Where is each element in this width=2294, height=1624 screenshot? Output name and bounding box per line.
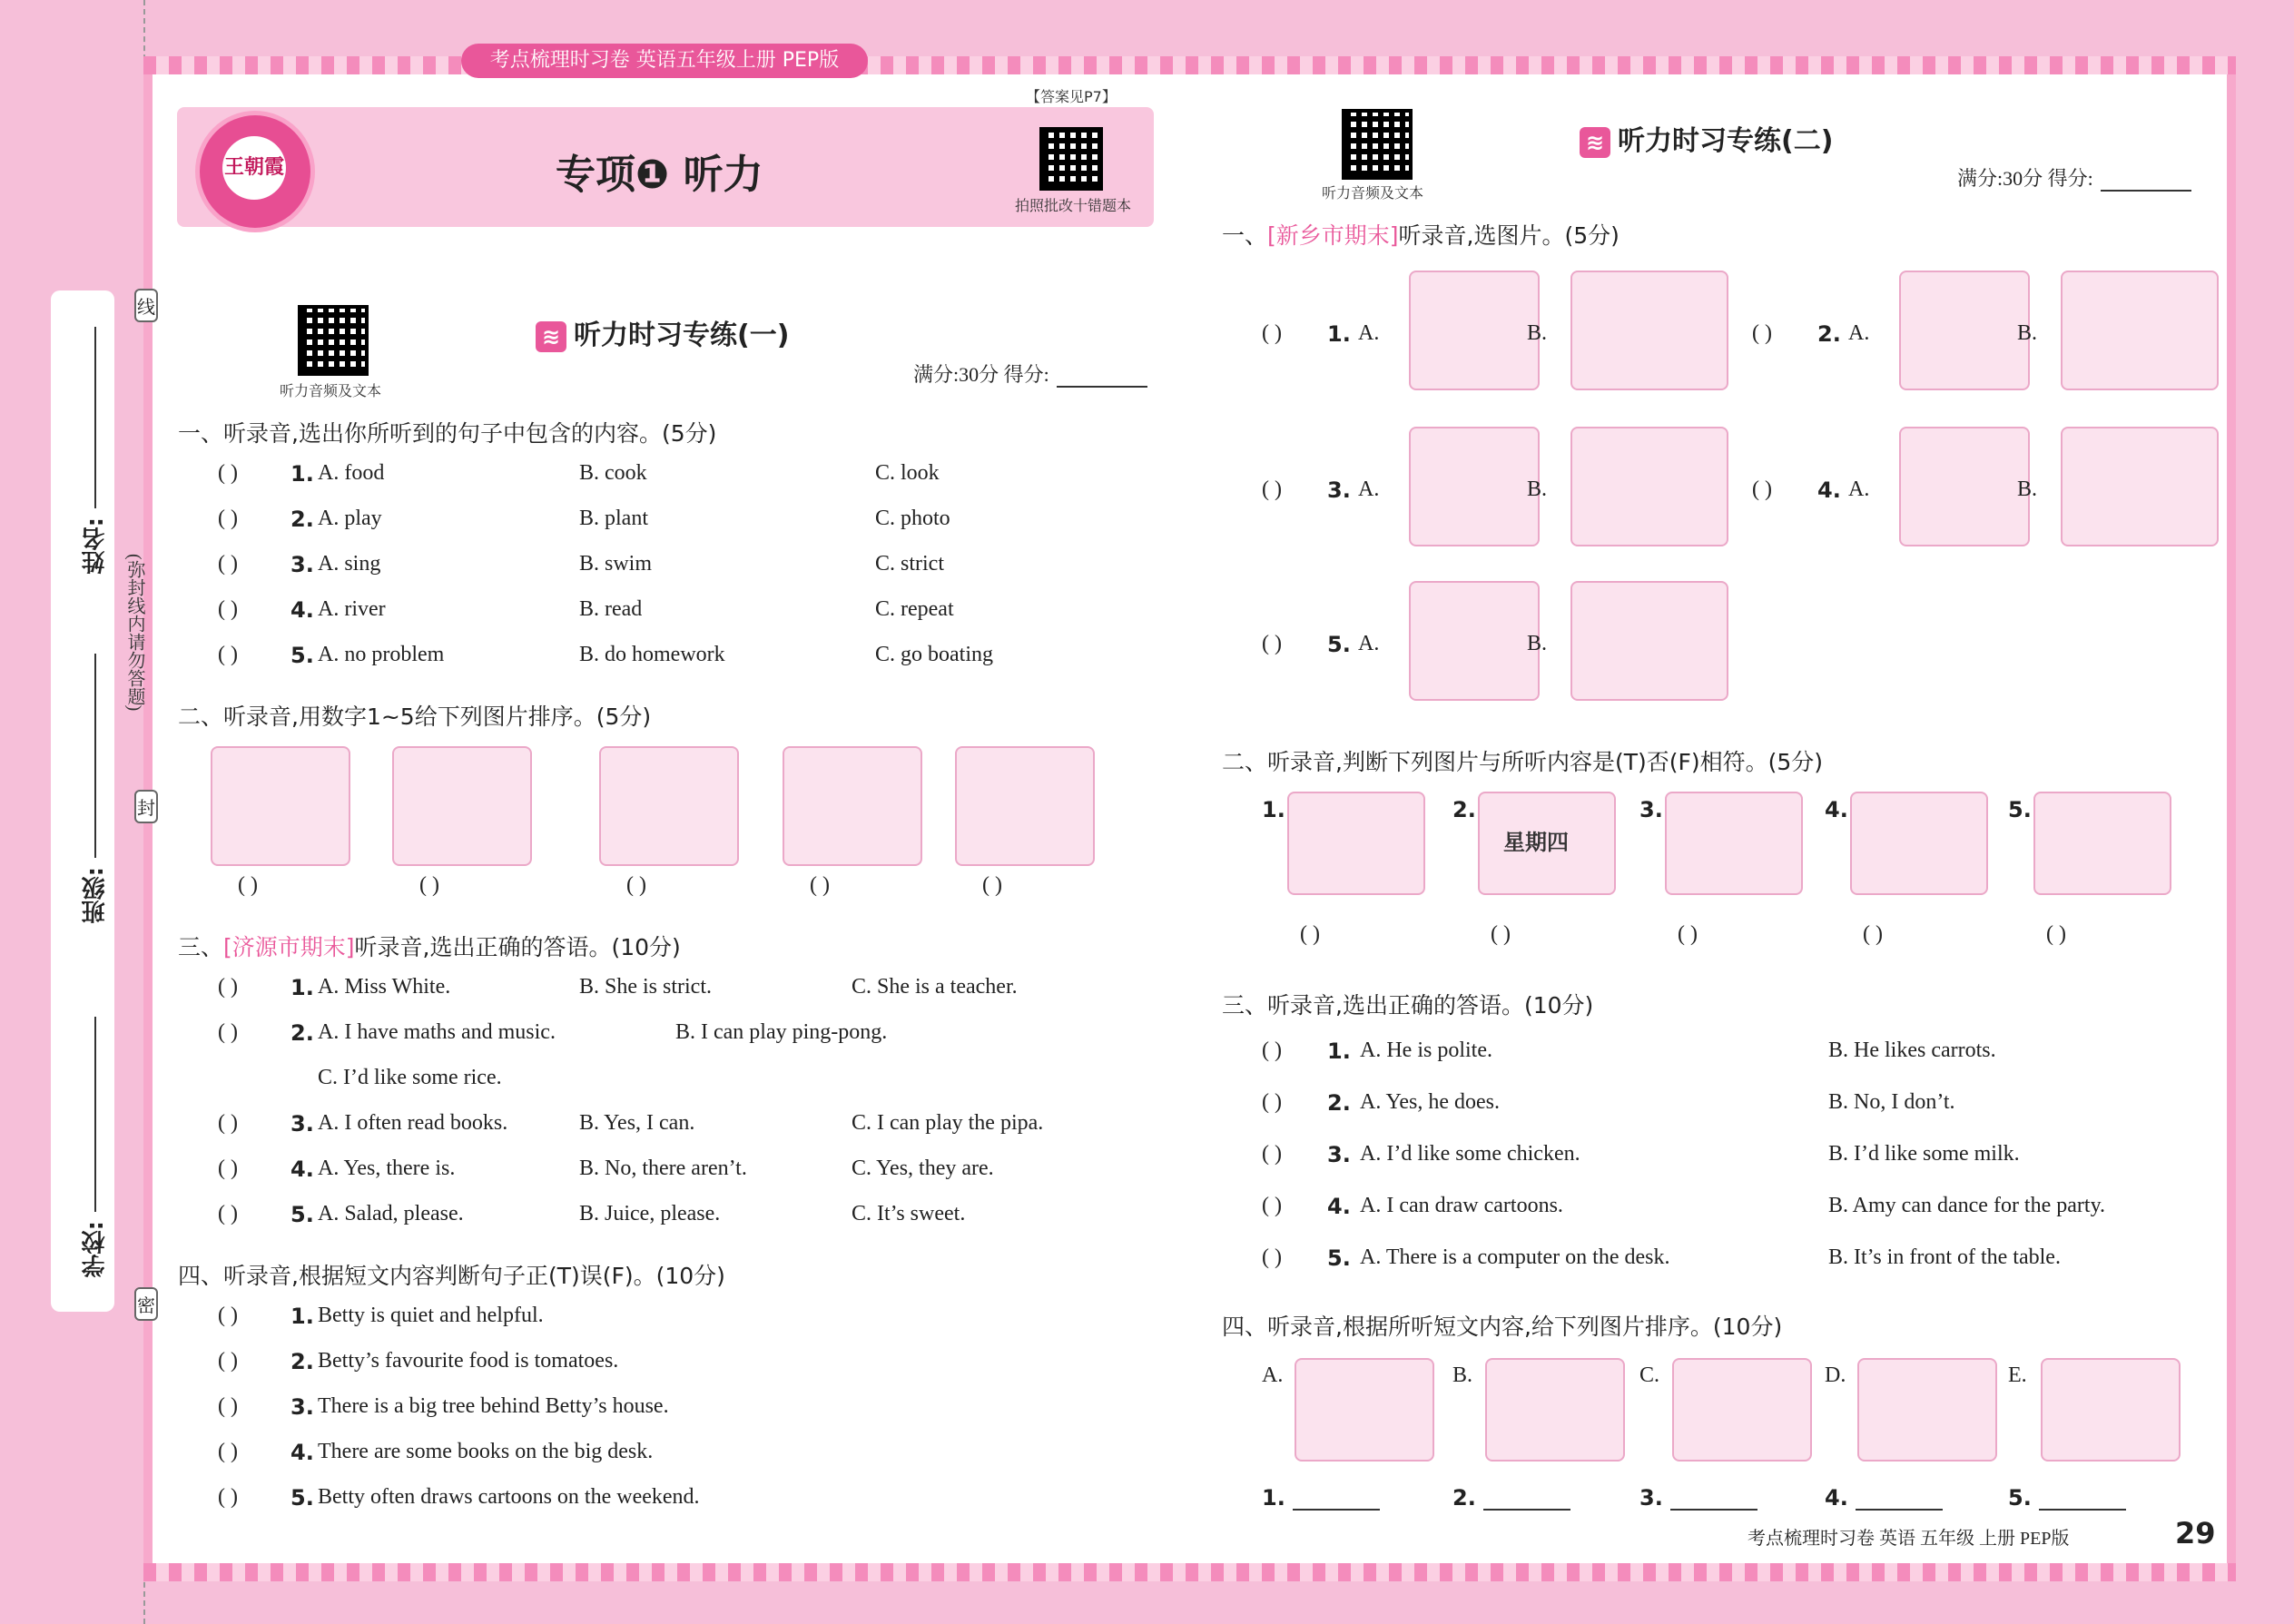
question-number: 3. [1327,477,1351,503]
picture-label: E. [2008,1363,2027,1387]
right-score-line: 满分:30分 得分: [1957,163,2191,192]
girl-picture[interactable] [1672,1358,1812,1462]
forest-picture[interactable] [1409,427,1540,546]
calendar-text: 星期四 [1503,830,1569,855]
option-a: A. There is a computer on the desk. [1360,1245,1670,1269]
item-number: 2. [1452,797,1476,822]
tea-set-picture[interactable] [2041,1358,2181,1462]
question-number: 2. [290,1349,314,1374]
answer-paren[interactable]: ( ) [218,1349,238,1373]
question-number: 3. [290,1394,314,1420]
question-number: 4. [1817,477,1841,503]
question-number: 5. [290,1202,314,1227]
option-b: B. She is strict. [579,975,713,999]
order-blank[interactable] [1825,1485,1943,1511]
answer-paren[interactable]: ( ) [218,1020,238,1044]
question-number: 4. [1327,1194,1351,1219]
option-b: B. swim [579,552,653,576]
answer-paren[interactable]: ( ) [218,1394,238,1418]
option-b-label: B. [1527,477,1548,501]
dog-ball-picture[interactable] [2033,792,2171,895]
score-blank[interactable] [2101,168,2191,192]
option-b: B. do homework [579,643,725,666]
question-number: 3. [1327,1142,1351,1167]
option-a: A. Yes, there is. [318,1156,456,1180]
left-part4-heading: 四、听录音,根据短文内容判断句子正(T)误(F)。(10分) [178,1263,725,1289]
option-c: C. photo [875,507,950,530]
answer-paren[interactable]: ( ) [419,873,439,897]
option-a: A. I can draw cartoons. [1360,1194,1563,1217]
answer-paren[interactable]: ( ) [218,643,238,666]
two-kids-picture[interactable] [211,746,350,866]
answer-paren[interactable]: ( ) [218,461,238,485]
option-a-label: A. [1848,477,1870,501]
bedroom-picture[interactable] [1570,581,1728,701]
answer-paren[interactable]: ( ) [1262,477,1282,501]
sound-wave-icon: ≋ [1580,127,1610,158]
option-c: C. go boating [875,643,993,666]
item-number: 3. [1639,797,1663,822]
blank-number: 2. [1452,1485,1476,1511]
statement-text: There are some books on the big desk. [318,1440,654,1463]
noodle-bowl-picture[interactable] [783,746,922,866]
question-number: 3. [290,552,314,577]
name-line[interactable] [94,327,96,508]
mountain-river-picture[interactable] [392,746,532,866]
picture-label: A. [1262,1363,1284,1387]
bedroom-with-bike-picture[interactable] [1409,581,1540,701]
question-number: 1. [1327,1038,1351,1064]
option-b: B. No, there aren’t. [579,1156,747,1180]
question-number: 4. [290,1156,314,1182]
answer-paren[interactable]: ( ) [218,1440,238,1463]
school-line[interactable] [94,1017,96,1212]
messy-room-picture[interactable] [955,746,1095,866]
answer-paren[interactable]: ( ) [2046,922,2066,946]
statement-text: There is a big tree behind Betty’s house. [318,1394,669,1418]
question-number: 2. [290,507,314,532]
answer-paren[interactable]: ( ) [626,873,646,897]
banner-title: 专项❶ 听力 [556,152,763,198]
option-a: A. I have maths and music. [318,1020,556,1044]
option-a: A. He is polite. [1360,1038,1492,1062]
option-c: C. strict [875,552,944,576]
option-a: A. Miss White. [318,975,451,999]
picture-label: C. [1639,1363,1660,1387]
blank-number: 1. [1262,1485,1285,1511]
option-a: A. no problem [318,643,445,666]
option-b: B. No, I don’t. [1828,1090,1955,1114]
blank-line[interactable] [2039,1487,2126,1511]
lake-picture[interactable] [1570,427,1728,546]
boy-reading-picture[interactable] [1857,1358,1997,1462]
option-b: B. read [579,597,643,621]
source-tag: [新乡市期末] [1267,222,1399,249]
blank-line[interactable] [1483,1487,1570,1511]
blank-number: 3. [1639,1485,1663,1511]
answer-paren[interactable]: ( ) [218,1202,238,1225]
order-blank[interactable] [1452,1485,1570,1511]
option-a-label: A. [1358,477,1380,501]
score-blank[interactable] [1057,364,1147,388]
qr-code-icon[interactable] [1039,127,1103,191]
option-a: A. food [318,461,385,485]
option-b: B. cook [579,461,647,485]
grandma-picture[interactable] [1409,271,1540,390]
birthday-cake-picture[interactable] [2061,271,2219,390]
option-b: B. Yes, I can. [579,1111,695,1135]
option-c: C. She is a teacher. [852,975,1018,999]
question-number: 3. [290,1111,314,1137]
question-number: 2. [290,1020,314,1046]
right-part2-heading: 二、听录音,判断下列图片与所听内容是(T)否(F)相符。(5分) [1222,749,1824,775]
option-b: B. Juice, please. [579,1202,721,1225]
option-c: C. look [875,461,940,485]
boats-picture[interactable] [1287,792,1425,895]
blank-line[interactable] [1670,1487,1757,1511]
answer-paren[interactable]: ( ) [218,507,238,530]
option-b: B. It’s in front of the table. [1828,1245,2061,1269]
option-a: A. river [318,597,386,621]
qr-caption: 拍照批改十错题本 [1015,197,1132,214]
option-b-label: B. [2017,477,2038,501]
seal-mark-xian: 线 [134,289,158,322]
teacher-board-picture[interactable] [1485,1358,1625,1462]
answer-reference: 【答案见P7】 [1026,88,1117,105]
answer-paren[interactable]: ( ) [218,1156,238,1180]
option-a: A. I’d like some chicken. [1360,1142,1580,1166]
qr-code-icon[interactable] [298,305,369,376]
name-label: 姓名: [82,517,109,575]
sofa-tv-picture[interactable] [1850,792,1988,895]
item-number: 4. [1825,797,1848,822]
option-c: C. It’s sweet. [852,1202,966,1225]
answer-paren[interactable]: ( ) [218,1485,238,1509]
girl-kicking-picture[interactable] [1665,792,1803,895]
option-b: B. Amy can dance for the party. [1828,1194,2106,1217]
answer-paren[interactable]: ( ) [1262,632,1282,655]
answer-paren[interactable]: ( ) [238,873,258,897]
answer-paren[interactable]: ( ) [218,597,238,621]
left-score-line: 满分:30分 得分: [913,359,1147,388]
option-b: B. I’d like some milk. [1828,1142,2020,1166]
answer-paren[interactable]: ( ) [1863,922,1883,946]
audio-qr-caption: 听力音频及文本 [280,384,382,399]
option-a: A. Salad, please. [318,1202,464,1225]
option-b: B. plant [579,507,648,530]
order-blank[interactable] [2008,1485,2126,1511]
blank-line[interactable] [1856,1487,1943,1511]
qr-code-icon[interactable] [1342,109,1413,180]
option-a-label: A. [1848,321,1870,345]
answer-paren[interactable]: ( ) [1300,922,1320,946]
source-tag: [济源市期末] [223,934,355,960]
option-a: A. sing [318,552,381,576]
option-a-label: A. [1358,321,1380,345]
answer-paren[interactable]: ( ) [218,552,238,576]
option-b-label: B. [1527,632,1548,655]
girl-dancing-picture[interactable] [1899,427,2030,546]
student-info-panel [51,290,114,1312]
option-b-label: B. [2017,321,2038,345]
answer-paren[interactable]: ( ) [810,873,830,897]
question-number: 5. [290,643,314,668]
blank-number: 4. [1825,1485,1848,1511]
question-number: 5. [1327,632,1351,657]
series-title-bar: 考点梳理时习卷 英语五年级上册 PEP版 [461,44,868,78]
swimming-picture[interactable] [2061,427,2219,546]
answer-paren[interactable]: ( ) [1262,1142,1282,1166]
question-number: 4. [290,1440,314,1465]
option-c: C. repeat [875,597,954,621]
bedroom-picture[interactable] [1295,1358,1434,1462]
left-section-title: ≋ 听力时习专练(一) [536,312,789,352]
answer-paren[interactable]: ( ) [1262,1090,1282,1114]
option-a: A. I often read books. [318,1111,508,1135]
sound-wave-icon: ≋ [536,321,566,352]
question-number: 1. [290,1304,314,1329]
question-number: 2. [1327,1090,1351,1116]
answer-paren[interactable]: ( ) [1752,321,1772,345]
item-number: 1. [1262,797,1285,822]
option-b-label: B. [1527,321,1548,345]
question-number: 2. [1817,321,1841,347]
statement-text: Betty is quiet and helpful. [318,1304,544,1327]
right-part1-heading: 一、[新乡市期末]听录音,选图片。(5分) [1222,222,1620,249]
answer-paren[interactable]: ( ) [1262,1194,1282,1217]
hamburger-picture[interactable] [1899,271,2030,390]
item-number: 5. [2008,797,2032,822]
answer-paren[interactable]: ( ) [1678,922,1698,946]
order-blank[interactable] [1639,1485,1757,1511]
seal-mark-feng: 封 [134,790,158,823]
brand-logo-text: 王朝霞 [222,136,286,200]
option-b: B. He likes carrots. [1828,1038,1996,1062]
class-line[interactable] [94,654,96,858]
top-wave-border [143,56,2236,74]
question-number: 1. [1327,321,1351,347]
answer-paren[interactable]: ( ) [982,873,1002,897]
seal-notice: (弥封线内请勿答题) [124,554,144,712]
answer-paren[interactable]: ( ) [1262,1245,1282,1269]
option-a-label: A. [1358,632,1380,655]
answer-paren[interactable]: ( ) [218,1111,238,1135]
right-part3-heading: 三、听录音,选出正确的答语。(10分) [1222,992,1594,1019]
option-c: C. Yes, they are. [852,1156,994,1180]
answer-paren[interactable]: ( ) [1262,1038,1282,1062]
bottom-wave-border [143,1563,2236,1581]
option-c: C. I can play the pipa. [852,1111,1044,1135]
option-a: A. play [318,507,382,530]
audio-qr-caption: 听力音频及文本 [1322,186,1424,202]
answer-paren[interactable]: ( ) [1752,477,1772,501]
statement-text: Betty often draws cartoons on the weekend. [318,1485,700,1509]
picture-label: B. [1452,1363,1473,1387]
left-part3-heading: 三、[济源市期末]听录音,选出正确的答语。(10分) [178,934,681,960]
question-number: 1. [290,461,314,487]
seal-mark-mi: 密 [134,1287,158,1321]
right-part4-heading: 四、听录音,根据所听短文内容,给下列图片排序。(10分) [1222,1314,1783,1340]
answer-paren[interactable]: ( ) [1262,321,1282,345]
option-b: B. I can play ping-pong. [675,1020,888,1044]
blank-number: 5. [2008,1485,2032,1511]
girl-under-tree-picture[interactable] [599,746,739,866]
school-label: 学校: [82,1221,109,1278]
blank-line[interactable] [1293,1487,1380,1511]
question-number: 5. [290,1485,314,1511]
answer-paren[interactable]: ( ) [218,975,238,999]
question-number: 5. [1327,1245,1351,1271]
question-number: 1. [290,975,314,1000]
picture-label: D. [1825,1363,1846,1387]
answer-paren[interactable]: ( ) [1491,922,1511,946]
boy-waving-picture[interactable] [1570,271,1728,390]
left-part1-heading: 一、听录音,选出你所听到的句子中包含的内容。(5分) [178,420,717,447]
left-part2-heading: 二、听录音,用数字1~5给下列图片排序。(5分) [178,704,652,730]
statement-text: Betty’s favourite food is tomatoes. [318,1349,619,1373]
right-section-title: ≋ 听力时习专练(二) [1580,118,1833,158]
option-a: A. Yes, he does. [1360,1090,1501,1114]
option-c: C. I’d like some rice. [318,1066,502,1089]
page-number: 29 [2175,1516,2216,1550]
footer-series: 考点梳理时习卷 英语 五年级 上册 PEP版 [1748,1529,2070,1549]
answer-paren[interactable]: ( ) [218,1304,238,1327]
class-label: 班级: [82,867,109,924]
order-blank[interactable] [1262,1485,1380,1511]
question-number: 4. [290,597,314,623]
